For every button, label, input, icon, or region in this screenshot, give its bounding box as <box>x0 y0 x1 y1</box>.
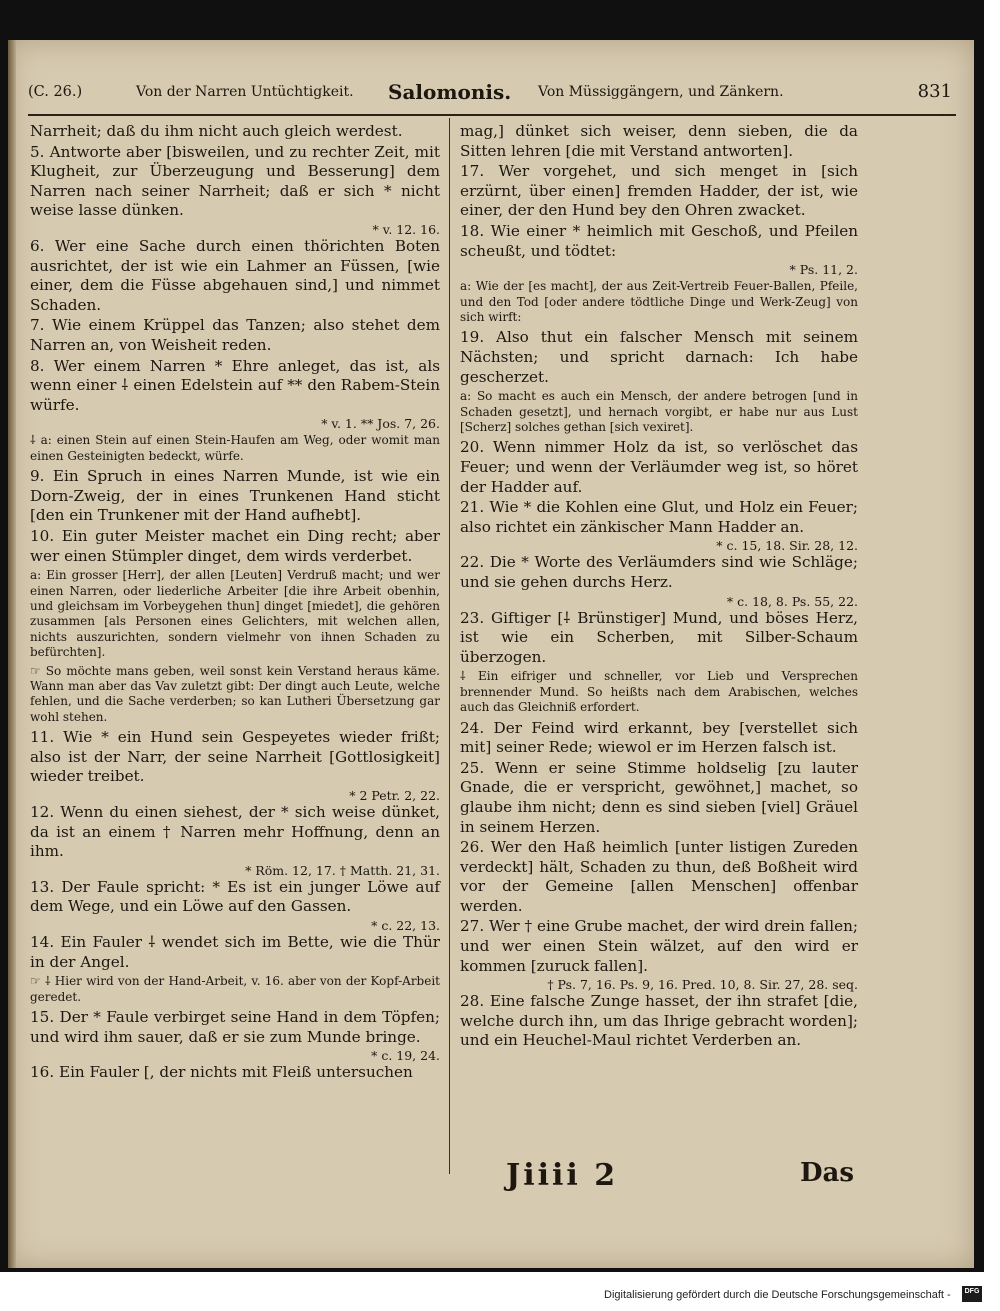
column-divider <box>449 118 450 1174</box>
verse-paragraph: 28. Eine falsche Zunge hasset, der ihn strafet [die, welche durch ihn, um das Ihrige gebracht worden]; und ein Heuchel-Maul richtet Verderben an. <box>460 992 858 1050</box>
verse-paragraph: 7. Wie einem Krüppel das Tanzen; also stehet dem Narren an, von Weisheit reden. <box>30 316 440 354</box>
header-left-title: Von der Narren Untüchtigkeit. <box>136 84 354 100</box>
verse-paragraph: 22. Die * Worte des Verläumders sind wie Schläge; und sie gehen durchs Herz. <box>460 553 858 591</box>
verse-paragraph: 15. Der * Faule verbirget seine Hand in dem Töpfen; und wird ihm sauer, daß er sie zum Munde bringe. <box>30 1007 440 1046</box>
footnote: ☞ So möchte mans geben, weil sonst kein Verstand heraus käme. Wann man aber das Vav zuletzt gibt: Der dingt auch Leute, welche fehlen, und die Sache verderben; so kan Lutheri Übersetzung gar wohl stehen. <box>30 663 440 724</box>
cross-reference: † Ps. 7, 16. Ps. 9, 16. Pred. 10, 8. Sir. 27, 28. seq. <box>547 977 858 993</box>
verse-paragraph: 27. Wer † eine Grube machet, der wird drein fallen; und wer einen Stein wälzet, auf den wird er kommen [zuruck fallen]. <box>460 917 858 975</box>
cross-reference: * v. 12. 16. <box>372 221 440 237</box>
header-book-title: Salomonis. <box>388 80 512 104</box>
running-header <box>28 82 952 112</box>
header-right-title: Von Müssiggängern, und Zänkern. <box>538 84 784 100</box>
cross-reference: * Röm. 12, 17. † Matth. 21, 31. <box>245 862 440 878</box>
verse-paragraph: 23. Giftiger [⸸ Brünstiger] Mund, und böses Herz, ist wie ein Scherben, mit Silber-Schaum überzogen. <box>460 608 858 666</box>
book-page <box>8 40 974 1268</box>
verse-paragraph: 10. Ein guter Meister machet ein Ding recht; aber wer einen Stümpler dinget, dem wirds verderbet. <box>30 526 440 565</box>
signature-mark: Jiiii 2 <box>506 1158 619 1193</box>
cross-reference: * 2 Petr. 2, 22. <box>349 787 440 803</box>
verse-paragraph: 14. Ein Fauler ⸸ wendet sich im Bette, wie die Thür in der Angel. <box>30 932 440 971</box>
cross-reference: * c. 18, 8. Ps. 55, 22. <box>726 593 858 609</box>
verse-paragraph: 18. Wie einer * heimlich mit Geschoß, und Pfeilen scheußt, und tödtet: <box>460 221 858 260</box>
header-rule <box>28 114 956 116</box>
digitization-credit: Digitalisierung gefördert durch die Deutsche Forschungsgemeinschaft - <box>604 1289 951 1301</box>
footnote: a: Ein grosser [Herr], der allen [Leuten] Verdruß macht; und wer einen Narren, oder liederliche Arbeiter [die ihre Arbeit obenhin, und gleichsam im Vorbeygehen thun] dinget [miedet], die gehören zusammen [als Personen eines Gelichters, mit welchen allen, nichts auszurichten, sondern vielmehr von ihnen Schaden zu befürchten]. <box>30 568 440 660</box>
verse-paragraph: 20. Wenn nimmer Holz da ist, so verlöschet das Feuer; und wenn der Verläumder weg ist, so höret der Hadder auf. <box>460 438 858 496</box>
page-number: 831 <box>917 81 952 102</box>
cross-reference: * c. 19, 24. <box>371 1048 440 1064</box>
footnote: a: So macht es auch ein Mensch, der andere betrogen [und in Schaden gesetzt], und hernach vorgibt, er habe nur aus Lust [Scherz] solches gethan [sich vexiret]. <box>460 389 858 434</box>
right-text-column <box>460 122 858 1052</box>
verse-paragraph: 19. Also thut ein falscher Mensch mit seinem Nächsten; und spricht darnach: Ich habe gescherzet. <box>460 328 858 386</box>
verse-paragraph: Narrheit; daß du ihm nicht auch gleich werdest. <box>30 122 403 140</box>
verse-paragraph: 26. Wer den Haß heimlich [unter listigen Zureden verdeckt] hält, Schaden zu thun, deß Boßheit wird vor der Gemeine [allen Menschen] offenbar werden. <box>460 838 858 915</box>
verse-paragraph: 24. Der Feind wird erkannt, bey [verstellet sich mit] seiner Rede; wiewol er im Herzen falsch ist. <box>460 718 858 757</box>
verse-paragraph: 6. Wer eine Sache durch einen thörichten Boten ausrichtet, der ist wie ein Lahmer an Füssen, [wie einer, dem die Füsse abgehauen sind,] und nimmet Schaden. <box>30 236 440 314</box>
verse-paragraph: 12. Wenn du einen siehest, der * sich weise dünket, da ist an einem † Narren mehr Hoffnung, denn an ihm. <box>30 802 440 861</box>
catchword: Das <box>800 1158 855 1188</box>
verse-paragraph: 13. Der Faule spricht: * Es ist ein junger Löwe auf dem Wege, und ein Löwe auf den Gassen. <box>30 877 440 916</box>
footnote: ⸸ Ein eifriger und schneller, vor Lieb und Versprechen brennender Mund. So heißts nach dem Arabischen, welches auch das Gleichniß erfordert. <box>460 669 858 715</box>
verse-paragraph: 8. Wer einem Narren * Ehre anleget, das ist, als wenn einer ⸸ einen Edelstein auf ** den Rabem-Stein würfe. <box>30 356 440 414</box>
verse-paragraph: 9. Ein Spruch in eines Narren Munde, ist wie ein Dorn-Zweig, der in eines Trunkenen Hand sticht [den ein Trunkener mit der Hand aufhebt]. <box>30 467 440 525</box>
footnote: ⸸ a: einen Stein auf einen Stein-Haufen am Weg, oder womit man einen Gesteinigten bedeckt, würfe. <box>30 433 440 463</box>
cross-reference: * c. 22, 13. <box>371 917 440 933</box>
page-spine-shadow <box>8 40 16 1268</box>
verse-paragraph: 5. Antworte aber [bisweilen, und zu rechter Zeit, mit Klugheit, zur Überzeugung und Besserung] dem Narren nach seiner Narrheit; daß er sich * nicht weise lasse dünken. <box>30 142 440 220</box>
cross-reference: * c. 15, 18. Sir. 28, 12. <box>716 538 858 554</box>
left-text-column <box>30 122 440 1084</box>
verse-paragraph: 25. Wenn er seine Stimme holdselig [zu lauter Gnade, die er verspricht, gewöhnet,] machet, so glaube ihm nicht; denn es sind sieben [viel] Gräuel in seinem Herzen. <box>460 758 858 836</box>
dfg-logo-text: DFG <box>964 1288 980 1295</box>
footnote: ☞ ⸸ Hier wird von der Hand-Arbeit, v. 16. aber von der Kopf-Arbeit geredet. <box>30 974 440 1004</box>
verse-paragraph: 17. Wer vorgehet, und sich menget in [sich erzürnt, über einen] fremden Hadder, der ist, wie einer, der den Hund bey den Ohren zwacket. <box>460 162 858 220</box>
header-chapter: (C. 26.) <box>28 84 83 100</box>
verse-paragraph: mag,] dünket sich weiser, denn sieben, die da Sitten lehren [die mit Verstand antworten]. <box>460 122 858 160</box>
cross-reference: * v. 1. ** Jos. 7, 26. <box>321 416 440 432</box>
footnote: a: Wie der [es macht], der aus Zeit-Vertreib Feuer-Ballen, Pfeile, und den Tod [oder andere tödtliche Dinge und Werk-Zeug] von sich wirft: <box>460 279 858 324</box>
cross-reference: * Ps. 11, 2. <box>789 262 858 278</box>
verse-paragraph: 11. Wie * ein Hund sein Gespeyetes wieder frißt; also ist der Narr, der seine Narrheit [Gottlosigkeit] wieder treibet. <box>30 728 440 786</box>
verse-paragraph: 21. Wie * die Kohlen eine Glut, und Holz ein Feuer; also richtet ein zänkischer Mann Hadder an. <box>460 498 858 536</box>
verse-paragraph: 16. Ein Fauler [, der nichts mit Fleiß untersuchen <box>30 1063 413 1082</box>
